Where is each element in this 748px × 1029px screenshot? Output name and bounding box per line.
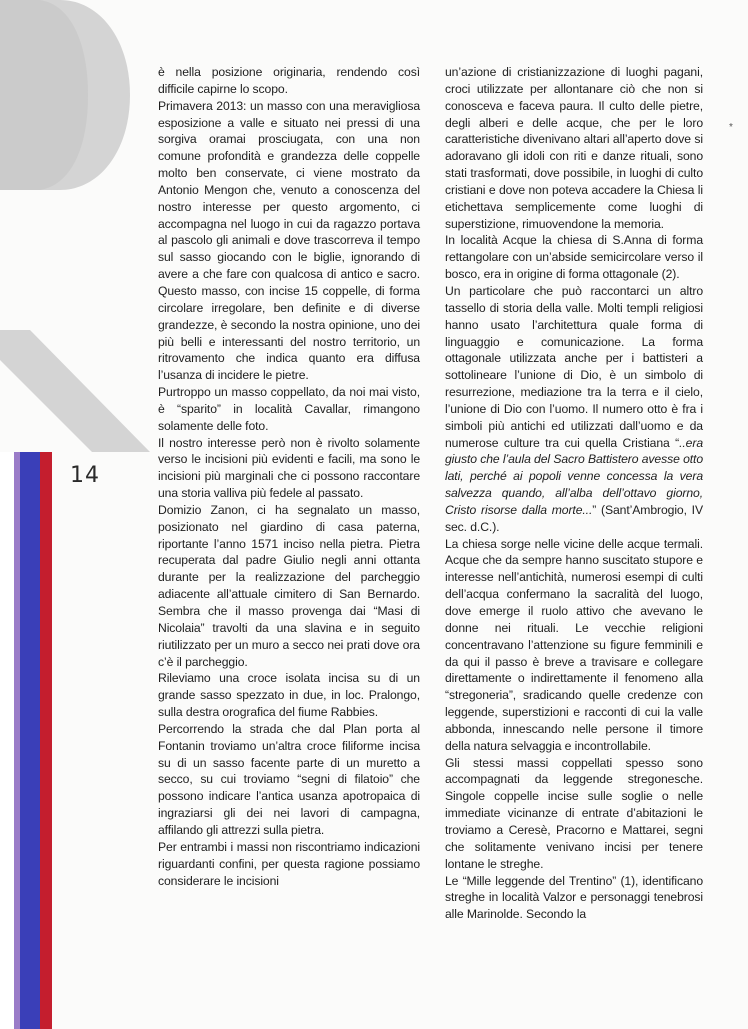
r-logo-shape xyxy=(0,0,150,452)
page-number: 14 xyxy=(70,463,100,488)
paragraph: Primavera 2013: un masso con una meravigliosa esposizione a valle e situato nei pressi di una sorgiva oramai prosciugata, con una non comune profondità e grandezza delle coppelle molto ben conservate, ci viene mostrato da Antonio Mengon che, venuto a conoscenza del nostro interesse per questo argomento, ci accompagna nel luogo in cui da ragazzo portava al pascolo gli animali e dove trascorreva il tempo sul sasso giocando con le biglie, ignorando di avere a che fare con qualcosa di antico e sacro. Questo masso, con incise 15 coppelle, di forma circolare irregolare, ben definite e di diverse grandezze, è secondo la nostra opinione, uno dei più belli e interessanti del nostro territorio, un ritrovamento che indica quanto era diffusa l’usanza di incidere le pietre. xyxy=(158,98,420,383)
paragraph: Purtroppo un masso coppellato, da noi mai visto, è “sparito” in località Cavallar, rimangono solamente delle foto. xyxy=(158,385,420,433)
paragraph: è nella posizione originaria, rendendo così difficile capirne lo scopo. xyxy=(158,65,420,96)
paragraph: Domizio Zanon, ci ha segnalato un masso, posizionato nel giardino di casa paterna, riportante l’anno 1571 inciso nella pietra. Pietra recuperata dal padre Giulio negli anni ottanta durante per la realizzazione del parcheggio adiacente all’attuale cimitero di San Bernardo. Sembra che il masso provenga dai “Masi di Nicolaia” travolti da una slavina e in seguito riutilizzato per un muro a secco nei prati dove ora c’è il parcheggio. xyxy=(158,502,420,669)
paragraph: un’azione di cristianizzazione di luoghi pagani, croci utilizzate per allontanare ciò che non si conosceva e faceva paura. Il culto delle pietre, degli alberi e delle acque, che per le loro caratteristiche divenivano altari all’aperto dove si adoravano gli idoli con riti e danze rituali, sono stati trasformati, dove possibile, in luoghi di culto cristiani e dove non poteva accadere la Chiesa li etichettava semplicemente come luoghi di superstizione, rimuovendone la memoria. xyxy=(445,65,703,231)
paragraph: Il nostro interesse però non è rivolto solamente verso le incisioni più evidenti e facili, ma sono le incisioni più marginali che ci possono raccontare una storia valliva più fedele al passato. xyxy=(158,435,420,501)
paragraph-with-quote xyxy=(445,283,703,536)
paragraph: Le “Mille leggende del Trentino” (1), identificano streghe in località Valzor e personaggi tenebrosi alle Marinolde. Secondo la xyxy=(445,873,703,922)
ambrose-quote: ..era giusto che l’aula del Sacro Battistero avesse otto lati, perché ai popoli venne concessa la vera salvezza quando, all’alba dell’ottavo giorno, Cristo risorse dalla morte... xyxy=(445,435,703,517)
left-column xyxy=(158,64,420,889)
text-span: ” (Sant’Ambrogio, IV sec. d.C.). xyxy=(445,502,703,534)
left-stripes xyxy=(0,452,52,1029)
paragraph: Gli stessi massi coppellati spesso sono accompagnati da leggende stregonesche. Singole coppelle incise sulle soglie o nelle immediate vicinanze di entrate d’abitazioni le troviamo a Ceresè, Pracorno e Mattarei, segni che solitamente venivano incisi per tenere lontane le streghe. xyxy=(445,755,703,871)
text-span: Un particolare che può raccontarci un altro tassello di storia della valle. Molti templi religiosi hanno usato l’architettura quale forma di linguaggio e comunicazione. La forma ottagonale utilizzata anche per i battisteri a sottolineare l’unione di Dio, è un simbolo di resurrezione, mediazione tra la terra e il cielo, l’unione di Dio con l’uomo. Il numero otto è fra i simboli più antichi ed utilizzati dall’uomo e da numerose culture tra cui quella Cristiana “ xyxy=(445,283,703,450)
paragraph: Rileviamo una croce isolata incisa su di un grande sasso spezzato in due, in loc. Pralongo, sulla destra orografica del fiume Rabbies. xyxy=(158,671,420,720)
paragraph: Percorrendo la strada che dal Plan porta al Fontanin troviamo un’altra croce filiforme incisa su di un sasso facente parte di un muretto a secco, su cui troviamo “segni di filatoio” che possono indicare l’antica usanza apotropaica di ingraziarsi gli dei nei lavori di campagna, affilando gli attrezzi sulla pietra. xyxy=(158,721,420,837)
paragraph: In località Acque la chiesa di S.Anna di forma rettangolare con un’abside semicircolare verso il bosco, era in origine di forma ottagonale (2). xyxy=(445,233,703,282)
gutter-mark: * xyxy=(729,122,733,133)
right-column xyxy=(445,64,703,923)
paragraph: La chiesa sorge nelle vicine delle acque termali. Acque che da sempre hanno suscitato stupore e interesse nell’antichità, numerosi esempi di culti dell’acqua confermano la sacralità del luogo, dove emerge il ruolo attivo che avevano le donne nei rituali. Le vecchie religioni concentravano l’attenzione su figure femminili e da qui il passo è breve a travisare e collegare direttamente o indirettamente il fenomeno alla “stregoneria”, sradicando quelle credenze con leggende, superstizioni e racconti di cui la valle abbonda, innescando nelle persone il timore della natura selvaggia e incontrollabile. xyxy=(445,536,703,753)
paragraph: Per entrambi i massi non riscontriamo indicazioni riguardanti confini, per questa ragione possiamo considerare le incisioni xyxy=(158,839,420,888)
